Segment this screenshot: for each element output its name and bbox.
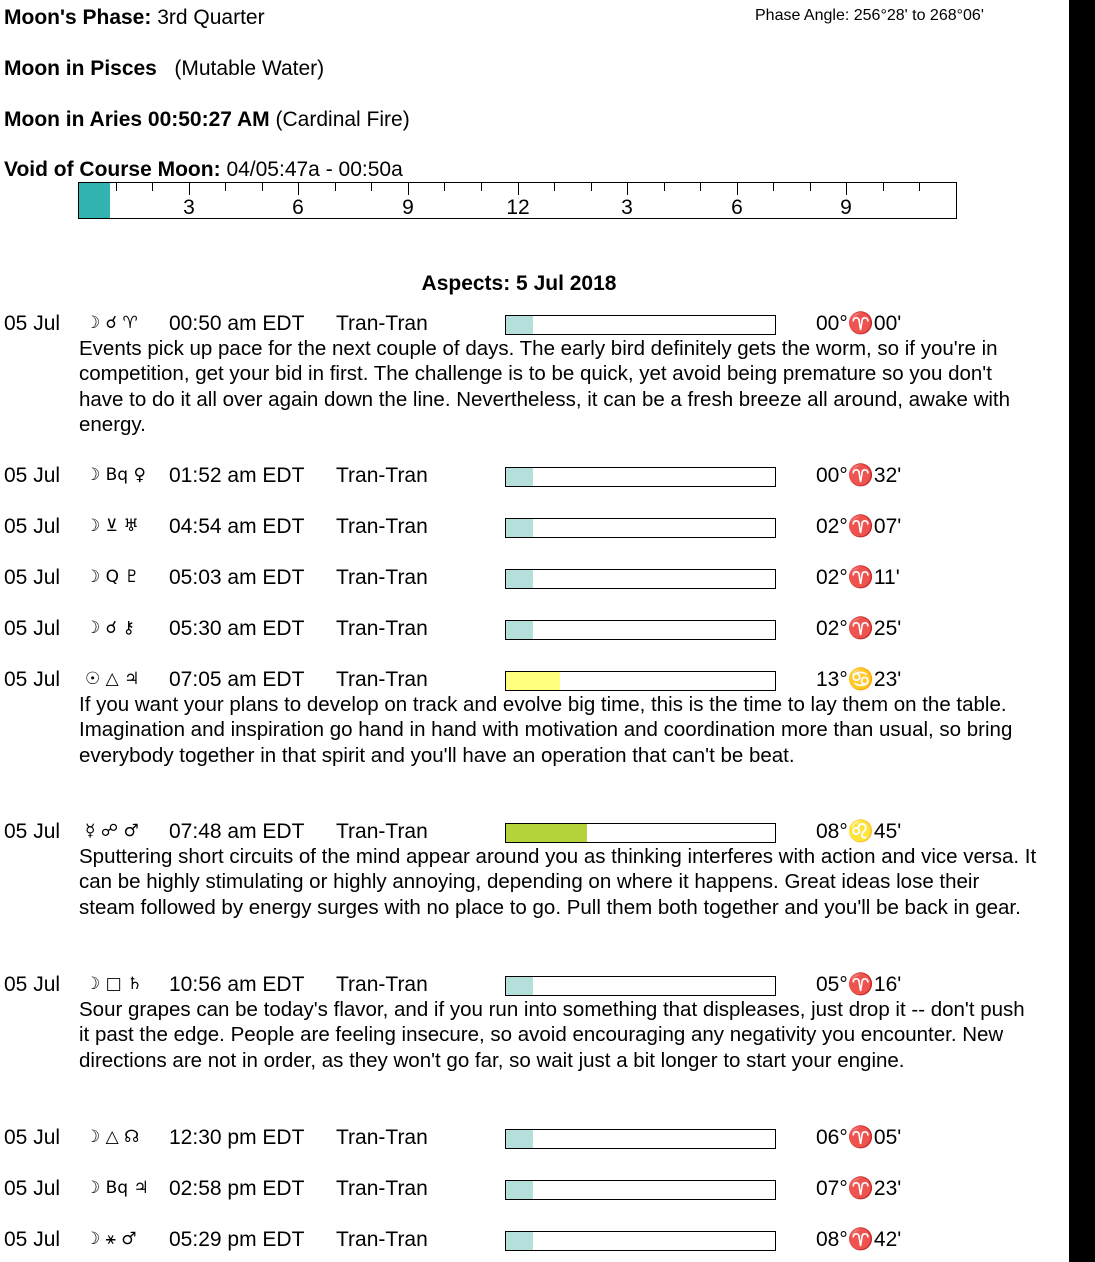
voc-tick xyxy=(116,183,117,191)
aspect-position: 06°♈05' xyxy=(816,1126,902,1149)
aspect-strength-bar xyxy=(505,620,776,640)
aspect-strength-fill xyxy=(506,1130,533,1148)
aspect-time: 05:29 pm EDT xyxy=(169,1228,305,1251)
moon-sign-2-value: (Cardinal Fire) xyxy=(275,108,410,131)
voc-tick xyxy=(298,183,299,195)
aspect-glyphs-icon: ☽ ☌ ⚷ xyxy=(85,618,135,638)
aspect-time: 04:54 am EDT xyxy=(169,515,305,538)
aspect-position: 05°♈16' xyxy=(816,973,902,996)
aspect-strength-fill xyxy=(506,1181,533,1199)
aspect-time: 07:05 am EDT xyxy=(169,668,305,691)
voc-tick xyxy=(481,183,482,191)
aspect-strength-bar xyxy=(505,1180,776,1200)
aspect-strength-bar xyxy=(505,1129,776,1149)
voc-tick xyxy=(591,183,592,191)
aspect-type: Tran-Tran xyxy=(336,820,428,843)
aspect-row xyxy=(0,819,1060,844)
aspect-entry xyxy=(0,463,1060,488)
aspect-time: 07:48 am EDT xyxy=(169,820,305,843)
aspect-type: Tran-Tran xyxy=(336,1177,428,1200)
aspect-row xyxy=(0,1227,1060,1252)
voc-tick xyxy=(554,183,555,191)
aspect-row xyxy=(0,1176,1060,1201)
voc-tick xyxy=(737,183,738,195)
aspect-strength-fill xyxy=(506,977,533,995)
voc-tick-label: 3 xyxy=(621,196,633,219)
voc-tick xyxy=(152,183,153,191)
aspect-type: Tran-Tran xyxy=(336,617,428,640)
aspect-strength-bar xyxy=(505,976,776,996)
aspect-strength-fill xyxy=(506,1232,533,1250)
aspect-strength-fill xyxy=(506,519,533,537)
aspect-date: 05 Jul xyxy=(4,668,61,691)
aspect-position: 13°♋23' xyxy=(816,668,902,691)
voc-tick xyxy=(335,183,336,191)
void-of-course xyxy=(4,158,403,182)
aspect-strength-bar xyxy=(505,823,776,843)
aspect-date: 05 Jul xyxy=(4,312,61,335)
aspect-time: 10:56 am EDT xyxy=(169,973,305,996)
moon-sign-1 xyxy=(4,57,324,81)
aspect-type: Tran-Tran xyxy=(336,1228,428,1251)
voc-tick xyxy=(371,183,372,191)
aspect-entry xyxy=(0,1176,1060,1201)
aspect-type: Tran-Tran xyxy=(336,1126,428,1149)
aspect-date: 05 Jul xyxy=(4,617,61,640)
aspect-position: 08°♈42' xyxy=(816,1228,902,1251)
voc-tick-label: 12 xyxy=(506,196,530,219)
aspect-strength-bar xyxy=(505,315,776,335)
moon-phase xyxy=(4,6,265,30)
aspect-entry xyxy=(0,972,1060,1073)
aspect-glyphs-icon: ☽ □ ♄ xyxy=(85,974,143,994)
aspect-position: 02°♈25' xyxy=(816,617,902,640)
right-edge-bar xyxy=(1069,0,1095,1262)
aspect-time: 02:58 pm EDT xyxy=(169,1177,305,1200)
aspect-strength-bar xyxy=(505,518,776,538)
aspect-strength-fill xyxy=(506,570,533,588)
voc-label: Void of Course Moon: xyxy=(4,158,221,181)
aspect-entry xyxy=(0,616,1060,641)
aspect-type: Tran-Tran xyxy=(336,464,428,487)
moon-phase-label: Moon's Phase: xyxy=(4,6,152,29)
aspect-glyphs-icon: ☽ ⊻ ♅ xyxy=(85,516,139,536)
aspect-strength-bar xyxy=(505,1231,776,1251)
aspect-entry xyxy=(0,514,1060,539)
moon-sign-2 xyxy=(4,108,410,132)
aspect-position: 02°♈11' xyxy=(816,566,900,589)
aspects-title: Aspects: 5 Jul 2018 xyxy=(421,272,617,295)
aspect-strength-fill xyxy=(506,621,533,639)
voc-tick xyxy=(883,183,884,191)
aspect-row xyxy=(0,972,1060,997)
aspect-time: 05:30 am EDT xyxy=(169,617,305,640)
aspect-time: 12:30 pm EDT xyxy=(169,1126,305,1149)
aspect-interpretation: Events pick up pace for the next couple of days. The early bird definitely gets the worm, so if you're in competition, get your bid in first. The challenge is to be quick, yet avoid being premature so you don't have to do it all over again down the line. Nevertheless, it can be a fresh breeze all around, awake with energy. xyxy=(79,337,1011,436)
voc-tick xyxy=(262,183,263,191)
aspect-date: 05 Jul xyxy=(4,1228,61,1251)
aspect-time: 01:52 am EDT xyxy=(169,464,305,487)
moon-sign-1-label: Moon in Pisces xyxy=(4,57,157,80)
aspect-glyphs-icon: ☿ ☍ ♂ xyxy=(85,821,139,841)
aspect-entry xyxy=(0,311,1060,437)
phase-angle: Phase Angle: 256°28' to 268°06' xyxy=(755,7,984,24)
aspect-strength-bar xyxy=(505,467,776,487)
aspect-date: 05 Jul xyxy=(4,820,61,843)
voc-tick xyxy=(773,183,774,191)
aspect-strength-fill xyxy=(506,824,587,842)
aspect-interpretation: Sour grapes can be today's flavor, and if you run into something that displeases, just drop it -- don't push it past the edge. People are feeling insecure, so avoid encouraging any negativity you encounter. New directions are not in order, as they won't go far, so wait just a bit longer to start your engine. xyxy=(79,998,1025,1072)
voc-tick-label: 3 xyxy=(183,196,195,219)
aspect-position: 00°♈00' xyxy=(816,312,902,335)
voc-tick xyxy=(919,183,920,191)
aspect-entry xyxy=(0,1227,1060,1252)
aspect-row xyxy=(0,311,1060,336)
aspect-date: 05 Jul xyxy=(4,464,61,487)
aspect-row xyxy=(0,463,1060,488)
voc-tick xyxy=(846,183,847,195)
aspect-entry xyxy=(0,1125,1060,1150)
aspect-type: Tran-Tran xyxy=(336,312,428,335)
aspect-glyphs-icon: ☽ Q ♇ xyxy=(85,567,140,587)
aspect-type: Tran-Tran xyxy=(336,515,428,538)
aspect-interpretation: If you want your plans to develop on track and evolve big time, this is the time to lay them on the table. Imagination and inspiration go hand in hand with motivation and coordination more than usual, so bring everybody together in that spirit and you'll have an operation that can't be beat. xyxy=(79,693,1013,767)
aspect-strength-bar xyxy=(505,671,776,691)
aspect-position: 02°♈07' xyxy=(816,515,902,538)
voc-tick xyxy=(189,183,190,195)
aspect-entry xyxy=(0,565,1060,590)
voc-tick xyxy=(810,183,811,191)
moon-phase-value: 3rd Quarter xyxy=(157,6,265,29)
aspect-position: 08°♌45' xyxy=(816,820,902,843)
aspect-entry xyxy=(0,819,1060,920)
aspect-time: 05:03 am EDT xyxy=(169,566,305,589)
aspect-type: Tran-Tran xyxy=(336,973,428,996)
aspect-strength-fill xyxy=(506,316,533,334)
aspect-glyphs-icon: ☽ Bq ♃ xyxy=(85,1178,149,1198)
aspect-strength-fill xyxy=(506,672,560,690)
aspect-glyphs-icon: ☽ Bq ♀ xyxy=(85,465,146,485)
aspect-strength-bar xyxy=(505,569,776,589)
voc-tick-label: 6 xyxy=(292,196,304,219)
voc-fill xyxy=(79,183,110,218)
voc-tick-label: 9 xyxy=(840,196,852,219)
aspect-date: 05 Jul xyxy=(4,1177,61,1200)
aspect-type: Tran-Tran xyxy=(336,566,428,589)
voc-tick xyxy=(700,183,701,191)
aspect-position: 00°♈32' xyxy=(816,464,902,487)
voc-tick xyxy=(664,183,665,191)
aspect-time: 00:50 am EDT xyxy=(169,312,305,335)
aspect-date: 05 Jul xyxy=(4,1126,61,1149)
aspect-date: 05 Jul xyxy=(4,973,61,996)
aspect-type: Tran-Tran xyxy=(336,668,428,691)
voc-tick-label: 9 xyxy=(402,196,414,219)
voc-tick xyxy=(518,183,519,195)
aspect-row xyxy=(0,667,1060,692)
moon-sign-1-value: (Mutable Water) xyxy=(174,57,325,80)
aspect-row xyxy=(0,1125,1060,1150)
voc-timeline xyxy=(78,182,957,219)
aspect-glyphs-icon: ☽ △ ☊ xyxy=(85,1127,140,1147)
aspect-row xyxy=(0,565,1060,590)
aspect-date: 05 Jul xyxy=(4,566,61,589)
moon-sign-2-label: Moon in Aries 00:50:27 AM xyxy=(4,108,270,131)
voc-tick xyxy=(627,183,628,195)
aspect-row xyxy=(0,616,1060,641)
aspect-row xyxy=(0,514,1060,539)
aspect-interpretation: Sputtering short circuits of the mind appear around you as thinking interferes with action and vice versa. It can be highly stimulating or highly annoying, depending on where it happens. Great ideas lose their steam followed by energy surges with no place to go. Pull them both together and you'll be back in gear. xyxy=(79,845,1037,919)
voc-tick-label: 6 xyxy=(731,196,743,219)
voc-tick xyxy=(408,183,409,195)
aspect-glyphs-icon: ☉ △ ♃ xyxy=(85,669,140,689)
voc-value: 04/05:47a - 00:50a xyxy=(226,158,403,181)
aspect-entry xyxy=(0,667,1060,768)
voc-tick xyxy=(444,183,445,191)
aspect-position: 07°♈23' xyxy=(816,1177,902,1200)
aspect-glyphs-icon: ☽ ⚹ ♂ xyxy=(85,1229,137,1249)
aspect-strength-fill xyxy=(506,468,533,486)
aspect-date: 05 Jul xyxy=(4,515,61,538)
voc-tick xyxy=(225,183,226,191)
aspect-glyphs-icon: ☽ ☌ ♈ xyxy=(85,313,138,333)
